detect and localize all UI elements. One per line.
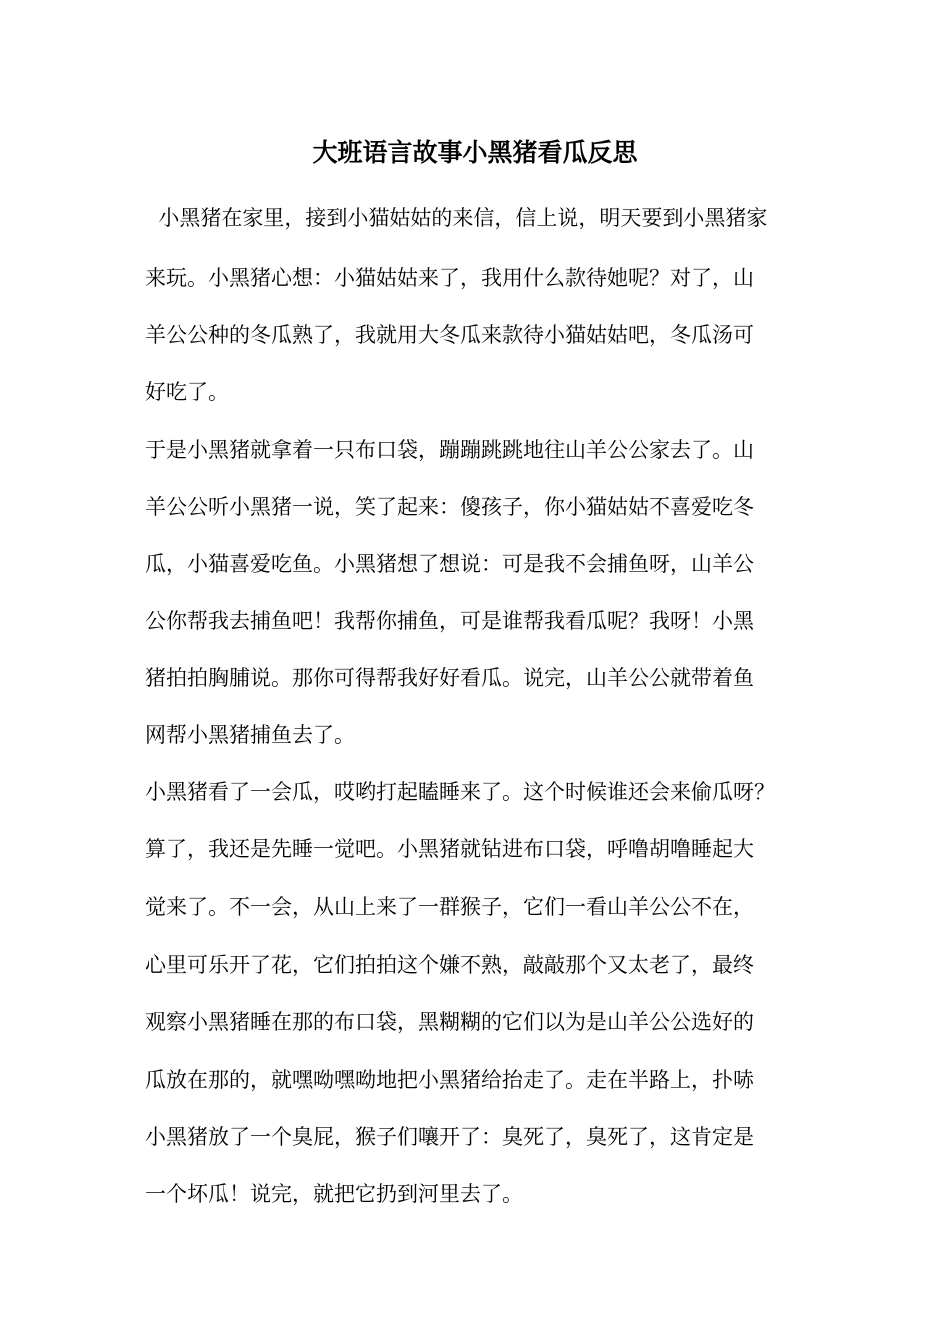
text-line: 羊公公种的冬瓜熟了，我就用大冬瓜来款待小猫姑姑吧，冬瓜汤可 [145, 323, 754, 347]
text-line: 于是小黑猪就拿着一只布口袋，蹦蹦跳跳地往山羊公公家去了。山 [145, 438, 754, 462]
document-title: 大班语言故事小黑猪看瓜反思 [312, 138, 638, 167]
text-line: 一个坏瓜！说完，就把它扔到河里去了。 [145, 1182, 523, 1206]
text-line: 觉来了。不一会，从山上来了一群猴子，它们一看山羊公公不在， [145, 895, 754, 919]
text-line: 来玩。小黑猪心想：小猫姑姑来了，我用什么款待她呢？对了，山 [145, 266, 754, 290]
text-line: 瓜放在那的，就嘿呦嘿呦地把小黑猪给抬走了。走在半路上，扑哧 [145, 1068, 754, 1092]
text-line: 心里可乐开了花，它们拍拍这个嫌不熟，敲敲那个又太老了，最终 [145, 953, 754, 977]
text-line: 网帮小黑猪捕鱼去了。 [145, 723, 355, 747]
text-line: 小黑猪放了一个臭屁，猴子们嚷开了：臭死了，臭死了，这肯定是 [145, 1125, 754, 1149]
text-line: 好吃了。 [145, 380, 229, 404]
text-line: 羊公公听小黑猪一说，笑了起来：傻孩子，你小猫姑姑不喜爱吃冬 [145, 495, 754, 519]
text-line: 瓜，小猫喜爱吃鱼。小黑猪想了想说：可是我不会捕鱼呀，山羊公 [145, 552, 754, 576]
text-line: 小黑猪看了一会瓜，哎哟打起瞌睡来了。这个时候谁还会来偷瓜呀？ [145, 780, 775, 804]
text-line: 小黑猪在家里，接到小猫姑姑的来信，信上说，明天要到小黑猪家 [145, 206, 768, 230]
text-line: 算了，我还是先睡一觉吧。小黑猪就钻进布口袋，呼噜胡噜睡起大 [145, 837, 754, 861]
text-line: 公你帮我去捕鱼吧！我帮你捕鱼，可是谁帮我看瓜呢？我呀！小黑 [145, 609, 754, 633]
text-line: 观察小黑猪睡在那的布口袋，黑糊糊的它们以为是山羊公公选好的 [145, 1010, 754, 1034]
text-line: 猪拍拍胸脯说。那你可得帮我好好看瓜。说完，山羊公公就带着鱼 [145, 666, 754, 690]
